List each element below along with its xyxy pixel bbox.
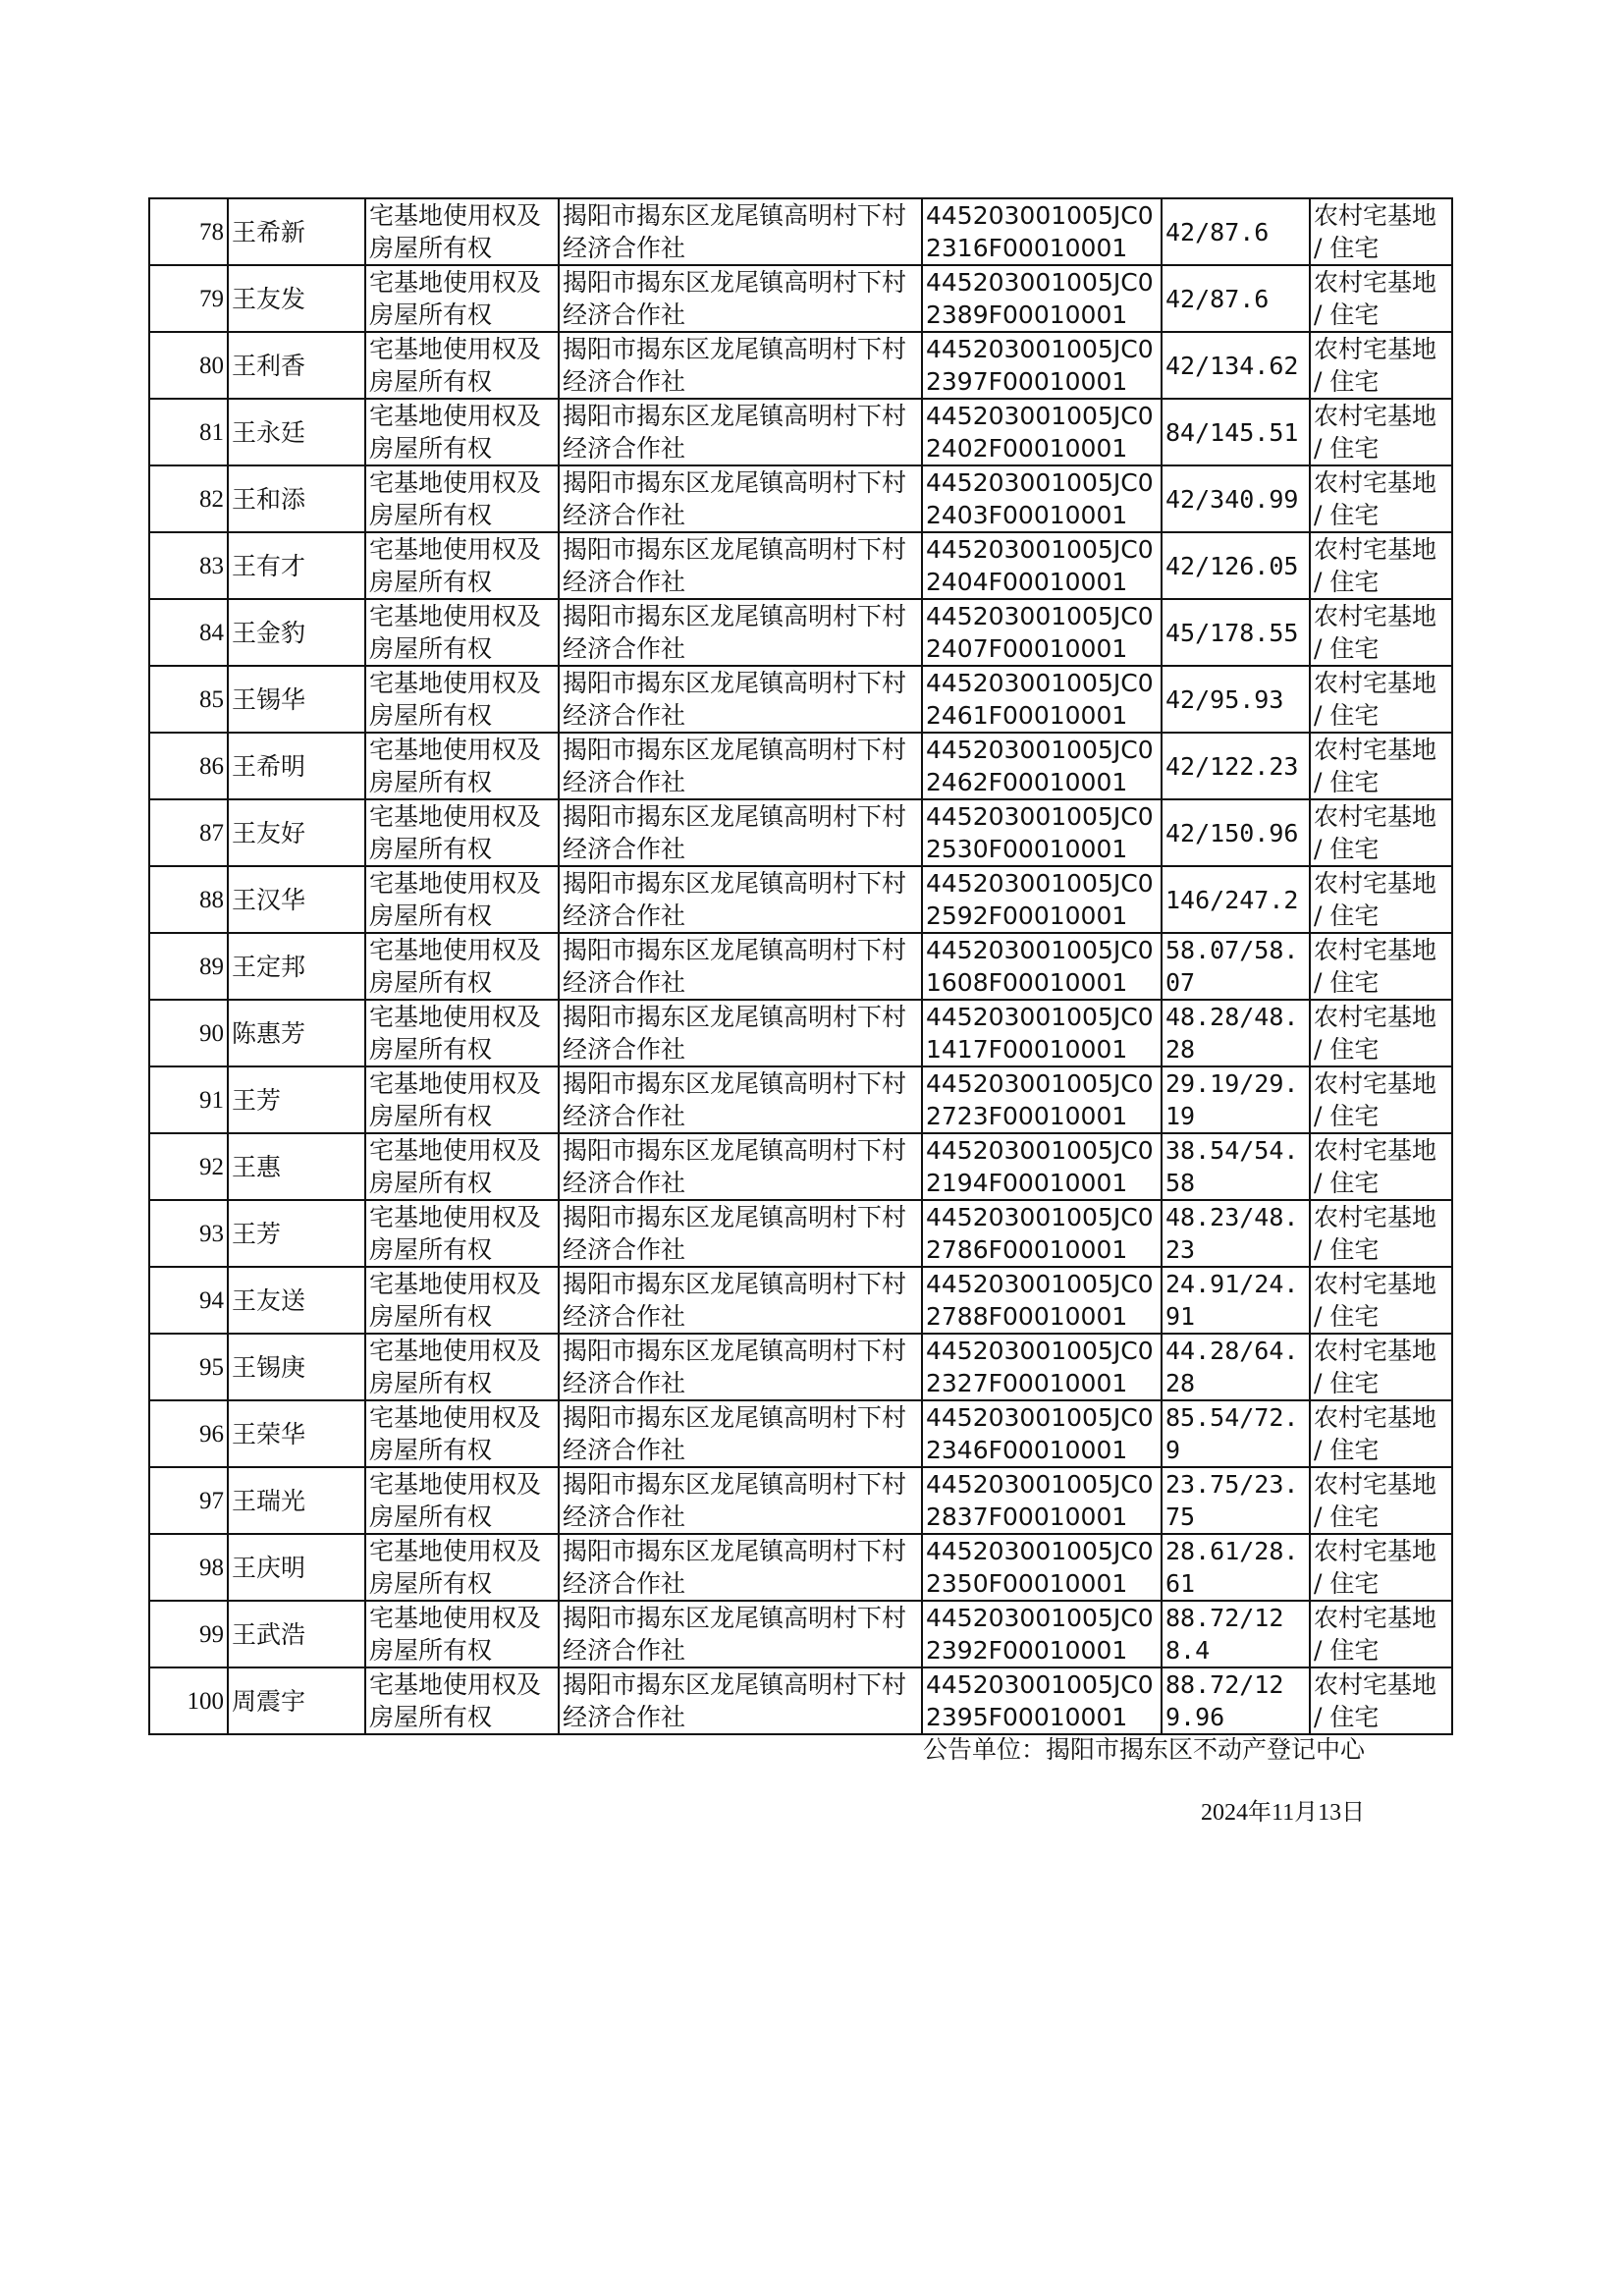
area-value-cell: 42/150.96 xyxy=(1162,799,1310,866)
row-number-cell: 88 xyxy=(149,866,228,933)
table-row xyxy=(149,1400,1452,1467)
right-type-cell: 宅基地使用权及房屋所有权 xyxy=(365,465,559,532)
land-use-cell: 农村宅基地 / 住宅 xyxy=(1310,1133,1452,1200)
land-owner-cell: 揭阳市揭东区龙尾镇高明村下村经济合作社 xyxy=(559,1133,922,1200)
row-number-cell: 83 xyxy=(149,532,228,599)
land-use-cell: 农村宅基地 / 住宅 xyxy=(1310,599,1452,666)
land-use-cell: 农村宅基地 / 住宅 xyxy=(1310,1534,1452,1601)
unit-code-cell: 445203001005JC01608F00010001 xyxy=(922,933,1162,1000)
owner-name-cell: 王芳 xyxy=(228,1066,365,1133)
right-type-cell: 宅基地使用权及房屋所有权 xyxy=(365,1467,559,1534)
land-use-cell: 农村宅基地 / 住宅 xyxy=(1310,532,1452,599)
owner-name-cell: 王庆明 xyxy=(228,1534,365,1601)
owner-name-cell: 王和添 xyxy=(228,465,365,532)
area-value-cell: 88.72/129.96 xyxy=(1162,1667,1310,1734)
owner-name-cell: 王惠 xyxy=(228,1133,365,1200)
table-row xyxy=(149,1267,1452,1334)
row-number-cell: 98 xyxy=(149,1534,228,1601)
land-owner-cell: 揭阳市揭东区龙尾镇高明村下村经济合作社 xyxy=(559,198,922,265)
land-owner-cell: 揭阳市揭东区龙尾镇高明村下村经济合作社 xyxy=(559,666,922,733)
land-owner-cell: 揭阳市揭东区龙尾镇高明村下村经济合作社 xyxy=(559,1267,922,1334)
right-type-cell: 宅基地使用权及房屋所有权 xyxy=(365,1066,559,1133)
land-owner-cell: 揭阳市揭东区龙尾镇高明村下村经济合作社 xyxy=(559,399,922,465)
area-value-cell: 146/247.2 xyxy=(1162,866,1310,933)
table-row xyxy=(149,666,1452,733)
row-number-cell: 80 xyxy=(149,332,228,399)
unit-code-cell: 445203001005JC02316F00010001 xyxy=(922,198,1162,265)
row-number-cell: 97 xyxy=(149,1467,228,1534)
table-row xyxy=(149,1667,1452,1734)
announcing-unit: 公告单位：揭阳市揭东区不动产登记中心 xyxy=(923,1735,1366,1764)
area-value-cell: 28.61/28.61 xyxy=(1162,1534,1310,1601)
area-value-cell: 38.54/54.58 xyxy=(1162,1133,1310,1200)
table-row xyxy=(149,1601,1452,1667)
owner-name-cell: 王定邦 xyxy=(228,933,365,1000)
right-type-cell: 宅基地使用权及房屋所有权 xyxy=(365,1334,559,1400)
right-type-cell: 宅基地使用权及房屋所有权 xyxy=(365,799,559,866)
right-type-cell: 宅基地使用权及房屋所有权 xyxy=(365,1667,559,1734)
table-row xyxy=(149,1334,1452,1400)
table-row xyxy=(149,1133,1452,1200)
table-row xyxy=(149,599,1452,666)
land-owner-cell: 揭阳市揭东区龙尾镇高明村下村经济合作社 xyxy=(559,1066,922,1133)
table-row xyxy=(149,1467,1452,1534)
row-number-cell: 86 xyxy=(149,733,228,799)
owner-name-cell: 王荣华 xyxy=(228,1400,365,1467)
land-owner-cell: 揭阳市揭东区龙尾镇高明村下村经济合作社 xyxy=(559,1601,922,1667)
unit-code-cell: 445203001005JC02327F00010001 xyxy=(922,1334,1162,1400)
table-row xyxy=(149,1200,1452,1267)
table-row xyxy=(149,399,1452,465)
land-owner-cell: 揭阳市揭东区龙尾镇高明村下村经济合作社 xyxy=(559,465,922,532)
land-use-cell: 农村宅基地 / 住宅 xyxy=(1310,1000,1452,1066)
row-number-cell: 85 xyxy=(149,666,228,733)
unit-code-cell: 445203001005JC02404F00010001 xyxy=(922,532,1162,599)
land-owner-cell: 揭阳市揭东区龙尾镇高明村下村经济合作社 xyxy=(559,799,922,866)
unit-code-cell: 445203001005JC02407F00010001 xyxy=(922,599,1162,666)
unit-code-cell: 445203001005JC02402F00010001 xyxy=(922,399,1162,465)
land-use-cell: 农村宅基地 / 住宅 xyxy=(1310,1467,1452,1534)
owner-name-cell: 王利香 xyxy=(228,332,365,399)
land-use-cell: 农村宅基地 / 住宅 xyxy=(1310,265,1452,332)
land-owner-cell: 揭阳市揭东区龙尾镇高明村下村经济合作社 xyxy=(559,1200,922,1267)
table-row xyxy=(149,265,1452,332)
row-number-cell: 100 xyxy=(149,1667,228,1734)
unit-code-cell: 445203001005JC02397F00010001 xyxy=(922,332,1162,399)
land-use-cell: 农村宅基地 / 住宅 xyxy=(1310,799,1452,866)
area-value-cell: 42/126.05 xyxy=(1162,532,1310,599)
unit-code-cell: 445203001005JC02462F00010001 xyxy=(922,733,1162,799)
owner-name-cell: 王锡庚 xyxy=(228,1334,365,1400)
owner-name-cell: 王有才 xyxy=(228,532,365,599)
unit-code-cell: 445203001005JC02395F00010001 xyxy=(922,1667,1162,1734)
area-value-cell: 42/122.23 xyxy=(1162,733,1310,799)
row-number-cell: 92 xyxy=(149,1133,228,1200)
land-owner-cell: 揭阳市揭东区龙尾镇高明村下村经济合作社 xyxy=(559,866,922,933)
right-type-cell: 宅基地使用权及房屋所有权 xyxy=(365,1133,559,1200)
right-type-cell: 宅基地使用权及房屋所有权 xyxy=(365,532,559,599)
owner-name-cell: 王汉华 xyxy=(228,866,365,933)
unit-code-cell: 445203001005JC02392F00010001 xyxy=(922,1601,1162,1667)
row-number-cell: 81 xyxy=(149,399,228,465)
area-value-cell: 42/87.6 xyxy=(1162,198,1310,265)
right-type-cell: 宅基地使用权及房屋所有权 xyxy=(365,599,559,666)
right-type-cell: 宅基地使用权及房屋所有权 xyxy=(365,332,559,399)
land-owner-cell: 揭阳市揭东区龙尾镇高明村下村经济合作社 xyxy=(559,332,922,399)
unit-code-cell: 445203001005JC02403F00010001 xyxy=(922,465,1162,532)
area-value-cell: 88.72/128.4 xyxy=(1162,1601,1310,1667)
owner-name-cell: 王武浩 xyxy=(228,1601,365,1667)
announcement-date: 2024年11月13日 xyxy=(1201,1800,1366,1826)
table-row xyxy=(149,465,1452,532)
right-type-cell: 宅基地使用权及房屋所有权 xyxy=(365,1267,559,1334)
land-use-cell: 农村宅基地 / 住宅 xyxy=(1310,465,1452,532)
area-value-cell: 24.91/24.91 xyxy=(1162,1267,1310,1334)
area-value-cell: 42/95.93 xyxy=(1162,666,1310,733)
right-type-cell: 宅基地使用权及房屋所有权 xyxy=(365,1000,559,1066)
land-owner-cell: 揭阳市揭东区龙尾镇高明村下村经济合作社 xyxy=(559,1667,922,1734)
row-number-cell: 82 xyxy=(149,465,228,532)
land-use-cell: 农村宅基地 / 住宅 xyxy=(1310,1267,1452,1334)
land-use-cell: 农村宅基地 / 住宅 xyxy=(1310,1334,1452,1400)
row-number-cell: 99 xyxy=(149,1601,228,1667)
right-type-cell: 宅基地使用权及房屋所有权 xyxy=(365,399,559,465)
unit-code-cell: 445203001005JC02194F00010001 xyxy=(922,1133,1162,1200)
owner-name-cell: 王瑞光 xyxy=(228,1467,365,1534)
land-use-cell: 农村宅基地 / 住宅 xyxy=(1310,1200,1452,1267)
row-number-cell: 78 xyxy=(149,198,228,265)
land-owner-cell: 揭阳市揭东区龙尾镇高明村下村经济合作社 xyxy=(559,265,922,332)
table-row xyxy=(149,532,1452,599)
unit-code-cell: 445203001005JC02786F00010001 xyxy=(922,1200,1162,1267)
land-use-cell: 农村宅基地 / 住宅 xyxy=(1310,666,1452,733)
area-value-cell: 45/178.55 xyxy=(1162,599,1310,666)
row-number-cell: 96 xyxy=(149,1400,228,1467)
owner-name-cell: 王金豹 xyxy=(228,599,365,666)
unit-code-cell: 445203001005JC02788F00010001 xyxy=(922,1267,1162,1334)
row-number-cell: 79 xyxy=(149,265,228,332)
table-row xyxy=(149,1000,1452,1066)
row-number-cell: 84 xyxy=(149,599,228,666)
right-type-cell: 宅基地使用权及房屋所有权 xyxy=(365,1601,559,1667)
land-use-cell: 农村宅基地 / 住宅 xyxy=(1310,1066,1452,1133)
owner-name-cell: 王希明 xyxy=(228,733,365,799)
land-use-cell: 农村宅基地 / 住宅 xyxy=(1310,1601,1452,1667)
land-use-cell: 农村宅基地 / 住宅 xyxy=(1310,1400,1452,1467)
table-row xyxy=(149,1066,1452,1133)
owner-name-cell: 王芳 xyxy=(228,1200,365,1267)
land-owner-cell: 揭阳市揭东区龙尾镇高明村下村经济合作社 xyxy=(559,1467,922,1534)
owner-name-cell: 陈惠芳 xyxy=(228,1000,365,1066)
area-value-cell: 85.54/72.9 xyxy=(1162,1400,1310,1467)
right-type-cell: 宅基地使用权及房屋所有权 xyxy=(365,1400,559,1467)
unit-code-cell: 445203001005JC02723F00010001 xyxy=(922,1066,1162,1133)
row-number-cell: 94 xyxy=(149,1267,228,1334)
area-value-cell: 23.75/23.75 xyxy=(1162,1467,1310,1534)
table-row xyxy=(149,799,1452,866)
owner-name-cell: 王友发 xyxy=(228,265,365,332)
area-value-cell: 42/340.99 xyxy=(1162,465,1310,532)
unit-code-cell: 445203001005JC02350F00010001 xyxy=(922,1534,1162,1601)
owner-name-cell: 周震宇 xyxy=(228,1667,365,1734)
land-owner-cell: 揭阳市揭东区龙尾镇高明村下村经济合作社 xyxy=(559,733,922,799)
right-type-cell: 宅基地使用权及房屋所有权 xyxy=(365,265,559,332)
owner-name-cell: 王友好 xyxy=(228,799,365,866)
unit-code-cell: 445203001005JC02346F00010001 xyxy=(922,1400,1162,1467)
land-use-cell: 农村宅基地 / 住宅 xyxy=(1310,933,1452,1000)
unit-code-cell: 445203001005JC02530F00010001 xyxy=(922,799,1162,866)
land-owner-cell: 揭阳市揭东区龙尾镇高明村下村经济合作社 xyxy=(559,599,922,666)
table-row xyxy=(149,866,1452,933)
row-number-cell: 87 xyxy=(149,799,228,866)
table-row xyxy=(149,1534,1452,1601)
area-value-cell: 48.28/48.28 xyxy=(1162,1000,1310,1066)
land-owner-cell: 揭阳市揭东区龙尾镇高明村下村经济合作社 xyxy=(559,532,922,599)
table-row xyxy=(149,733,1452,799)
right-type-cell: 宅基地使用权及房屋所有权 xyxy=(365,198,559,265)
area-value-cell: 42/87.6 xyxy=(1162,265,1310,332)
row-number-cell: 90 xyxy=(149,1000,228,1066)
land-use-cell: 农村宅基地 / 住宅 xyxy=(1310,866,1452,933)
row-number-cell: 91 xyxy=(149,1066,228,1133)
row-number-cell: 95 xyxy=(149,1334,228,1400)
land-use-cell: 农村宅基地 / 住宅 xyxy=(1310,733,1452,799)
land-use-cell: 农村宅基地 / 住宅 xyxy=(1310,1667,1452,1734)
land-owner-cell: 揭阳市揭东区龙尾镇高明村下村经济合作社 xyxy=(559,1000,922,1066)
right-type-cell: 宅基地使用权及房屋所有权 xyxy=(365,866,559,933)
land-owner-cell: 揭阳市揭东区龙尾镇高明村下村经济合作社 xyxy=(559,1534,922,1601)
area-value-cell: 29.19/29.19 xyxy=(1162,1066,1310,1133)
right-type-cell: 宅基地使用权及房屋所有权 xyxy=(365,933,559,1000)
row-number-cell: 93 xyxy=(149,1200,228,1267)
unit-code-cell: 445203001005JC02389F00010001 xyxy=(922,265,1162,332)
table-body xyxy=(149,198,1452,1734)
area-value-cell: 84/145.51 xyxy=(1162,399,1310,465)
right-type-cell: 宅基地使用权及房屋所有权 xyxy=(365,1534,559,1601)
land-use-cell: 农村宅基地 / 住宅 xyxy=(1310,198,1452,265)
land-owner-cell: 揭阳市揭东区龙尾镇高明村下村经济合作社 xyxy=(559,933,922,1000)
table-row xyxy=(149,933,1452,1000)
right-type-cell: 宅基地使用权及房屋所有权 xyxy=(365,666,559,733)
right-type-cell: 宅基地使用权及房屋所有权 xyxy=(365,1200,559,1267)
area-value-cell: 44.28/64.28 xyxy=(1162,1334,1310,1400)
owner-name-cell: 王希新 xyxy=(228,198,365,265)
owner-name-cell: 王友送 xyxy=(228,1267,365,1334)
land-use-cell: 农村宅基地 / 住宅 xyxy=(1310,332,1452,399)
registration-table xyxy=(148,197,1453,1735)
unit-code-cell: 445203001005JC02461F00010001 xyxy=(922,666,1162,733)
table-row xyxy=(149,332,1452,399)
land-owner-cell: 揭阳市揭东区龙尾镇高明村下村经济合作社 xyxy=(559,1334,922,1400)
table-row xyxy=(149,198,1452,265)
owner-name-cell: 王永廷 xyxy=(228,399,365,465)
unit-code-cell: 445203001005JC02837F00010001 xyxy=(922,1467,1162,1534)
unit-code-cell: 445203001005JC01417F00010001 xyxy=(922,1000,1162,1066)
row-number-cell: 89 xyxy=(149,933,228,1000)
land-use-cell: 农村宅基地 / 住宅 xyxy=(1310,399,1452,465)
owner-name-cell: 王锡华 xyxy=(228,666,365,733)
area-value-cell: 42/134.62 xyxy=(1162,332,1310,399)
land-owner-cell: 揭阳市揭东区龙尾镇高明村下村经济合作社 xyxy=(559,1400,922,1467)
right-type-cell: 宅基地使用权及房屋所有权 xyxy=(365,733,559,799)
unit-code-cell: 445203001005JC02592F00010001 xyxy=(922,866,1162,933)
area-value-cell: 58.07/58.07 xyxy=(1162,933,1310,1000)
area-value-cell: 48.23/48.23 xyxy=(1162,1200,1310,1267)
